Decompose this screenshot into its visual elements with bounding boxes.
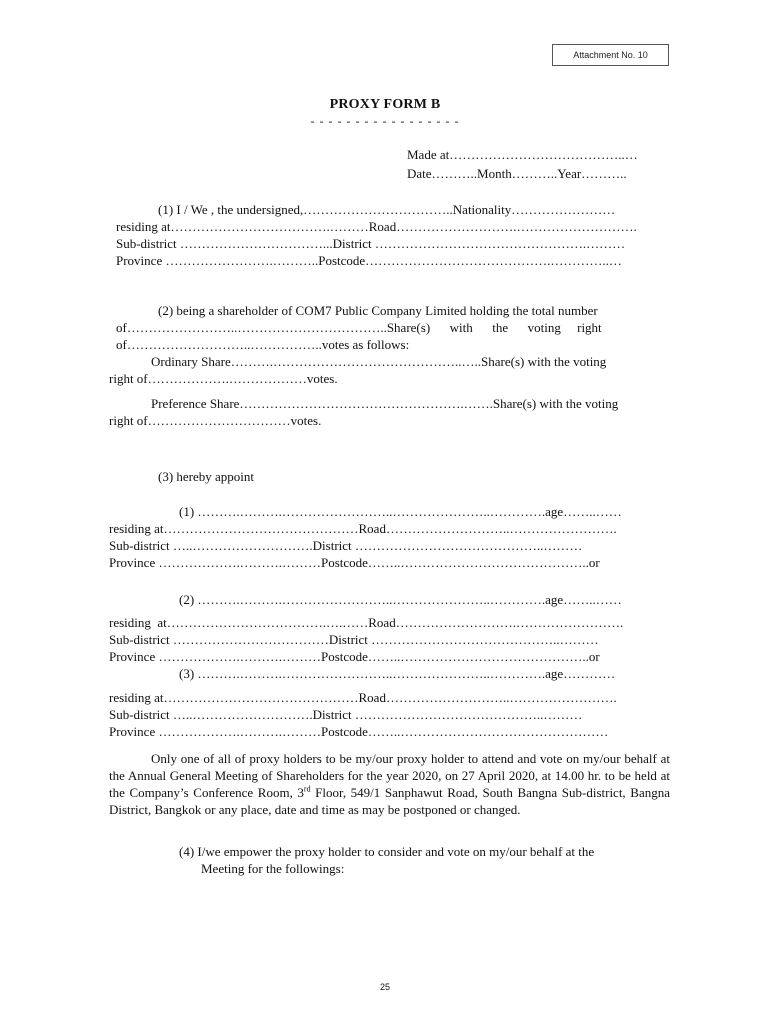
paragraph-text-b: Floor, 549/1 Sanphawut Road, South Bangna Sub-district, Bangna District, Bangkok or any place, date and time as may be postponed or changed. bbox=[109, 785, 670, 817]
sec4-line1: (4) I/we empower the proxy holder to consider and vote on my/our behalf at the bbox=[179, 844, 595, 859]
sec2-line2[interactable]: of……………………..……………………………..Share(s) with the voting right bbox=[116, 320, 602, 335]
sec1-line2[interactable]: residing at……………………………….………Road……………………….………………………. bbox=[116, 219, 637, 234]
sec2-ordinary-share[interactable]: Ordinary Share……….……………………………………..…..Share(s) with the voting bbox=[151, 354, 607, 369]
sec2-ordinary-votes[interactable]: right of……………….………………votes. bbox=[109, 371, 338, 386]
sec1-line4[interactable]: Province …………………….………..Postcode…………………………………….…………..… bbox=[116, 253, 622, 268]
sec2-preference-share[interactable]: Preference Share…………………………………………….…….Share(s) with the voting bbox=[151, 396, 619, 411]
proxy-authority-paragraph bbox=[109, 750, 670, 818]
paragraph-text-a: Only one of all of proxy holders to be my/our proxy holder to attend and vote on my/our behalf at the Annual General Meeting of Shareholders for the year 2020, on 27 April 2020, at 14.00 hr. to be held at the Company’s Conference Room, 3 bbox=[109, 751, 670, 800]
attachment-label: Attachment No. 10 bbox=[552, 44, 669, 66]
page-number: 25 bbox=[379, 982, 390, 992]
proxy2-subdistrict-field[interactable]: Sub-district ………………………………District ……………………………………..……… bbox=[109, 632, 599, 647]
date-field[interactable]: Date………..Month………..Year……….. bbox=[407, 166, 627, 181]
floor-ordinal-suffix: rd bbox=[303, 784, 311, 794]
sec1-line3[interactable]: Sub-district ……………………………...District ………………………………………….……… bbox=[116, 236, 626, 251]
made-at-field[interactable]: Made at…………………………………..… bbox=[407, 147, 638, 162]
form-title: PROXY FORM B bbox=[329, 97, 441, 112]
sec2-line3[interactable]: of………………………..……………..votes as follows: bbox=[116, 337, 410, 352]
sec3-heading: (3) hereby appoint bbox=[158, 469, 255, 484]
proxy2-province-field[interactable]: Province ……………….……….………Postcode……..……………………………………..or bbox=[109, 649, 600, 664]
sec4-line2: Meeting for the followings: bbox=[201, 861, 345, 876]
proxy3-name-field[interactable]: (3) ……….……….……………………..…………………..………….age………… bbox=[179, 666, 616, 681]
proxy3-residing-field[interactable]: residing at………………………………………Road………………………..……………………. bbox=[109, 690, 617, 705]
sec1-line1[interactable]: (1) I / We , the undersigned,……………………………..Nationality…………………… bbox=[158, 202, 616, 217]
proxy1-province-field[interactable]: Province ……………….……….………Postcode……..……………………………………..or bbox=[109, 555, 600, 570]
proxy1-name-field[interactable]: (1) ……….……….……………………..…………………..………….age……..…… bbox=[179, 504, 622, 519]
proxy3-province-field[interactable]: Province ……………….……….………Postcode……..………………………………………… bbox=[109, 724, 609, 739]
proxy2-name-field[interactable]: (2) ……….……….……………………..…………………..………….age……..…… bbox=[179, 592, 622, 607]
proxy2-residing-field[interactable]: residing at……………………………….….……Road……………………….……………………. bbox=[109, 615, 624, 630]
sec2-line1: (2) being a shareholder of COM7 Public Company Limited holding the total number bbox=[158, 303, 598, 318]
proxy1-subdistrict-field[interactable]: Sub-district …..……………………….District ……………………………………..……… bbox=[109, 538, 583, 553]
title-underline: - - - - - - - - - - - - - - - - - bbox=[310, 114, 460, 128]
proxy3-subdistrict-field[interactable]: Sub-district …..……………………….District ……………………………………..……… bbox=[109, 707, 583, 722]
sec2-preference-votes[interactable]: right of……………………………votes. bbox=[109, 413, 322, 428]
proxy1-residing-field[interactable]: residing at………………………………………Road………………………..……………………. bbox=[109, 521, 617, 536]
